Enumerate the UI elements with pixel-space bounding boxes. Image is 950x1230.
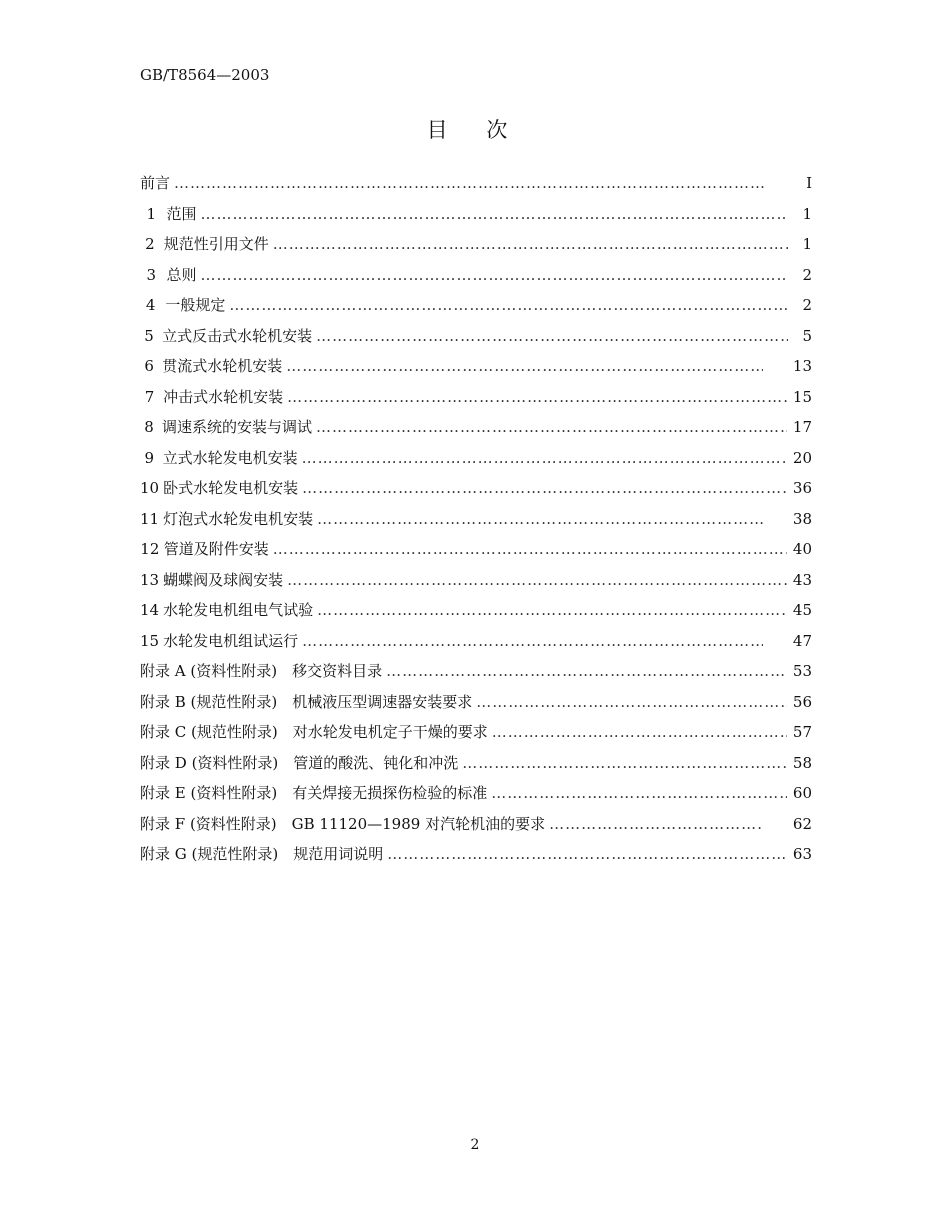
toc-entry[interactable] — [140, 508, 812, 539]
toc-entry-title: 水轮发电机组电气试验 — [163, 601, 314, 619]
toc-entry-title: 规范性引用文件 — [163, 235, 269, 253]
toc-entry-title: 前言 — [140, 174, 171, 192]
toc-entry-title: 附录 E (资料性附录) 有关焊接无损探伤检验的标准 — [140, 784, 488, 802]
toc-leader-dots — [287, 388, 787, 406]
toc-entry-page: 63 — [792, 845, 812, 863]
toc-entry[interactable] — [140, 325, 812, 356]
toc-entry[interactable] — [140, 630, 812, 661]
toc-entry-number: 9 — [144, 448, 155, 467]
toc-entry[interactable] — [140, 477, 812, 508]
toc-leader-dots — [287, 571, 787, 589]
toc-entry-title: 贯流式水轮机安装 — [162, 357, 283, 375]
toc-entry-number: 6 — [144, 357, 154, 375]
toc-entry-page: 60 — [792, 784, 812, 802]
toc-entry-number: 12 — [140, 540, 160, 558]
toc-entry-title: 总则 — [166, 265, 197, 284]
toc-entry-number: 2 — [145, 235, 155, 253]
toc-leader-dots — [492, 723, 787, 741]
toc-leader-dots — [476, 693, 787, 711]
toc-entry-number: 11 — [140, 509, 160, 528]
toc-entry-title: 水轮发电机组试运行 — [163, 631, 299, 650]
toc-entry-title: 调速系统的安装与调试 — [162, 418, 313, 436]
toc-entry-title: 卧式水轮发电机安装 — [163, 479, 299, 497]
toc-leader-dots — [229, 296, 788, 314]
toc-entry-number: 10 — [140, 479, 160, 497]
toc-leader-dots — [491, 784, 787, 802]
toc-entry-title: 范围 — [166, 204, 197, 223]
toc-entry[interactable] — [140, 691, 812, 722]
toc-entry-page: 58 — [792, 753, 812, 772]
toc-entry-page: 57 — [792, 723, 812, 741]
toc-entry-title: 蝴蝶阀及球阀安装 — [163, 570, 284, 589]
toc-entry-page: 2 — [802, 265, 812, 284]
toc-entry[interactable] — [140, 813, 812, 844]
toc-entry-page: 1 — [802, 235, 812, 253]
toc-entry-page: 13 — [792, 357, 812, 375]
toc-entry-title: 附录 A (资料性附录) 移交资料目录 — [140, 662, 383, 680]
toc-entry-number: 14 — [140, 601, 160, 619]
toc-entry-page: 5 — [802, 326, 812, 345]
toc-entry[interactable] — [140, 538, 812, 569]
toc-entry-page: 2 — [802, 296, 812, 314]
toc-entry-page: 40 — [792, 540, 812, 558]
toc-entry-page: I — [806, 174, 812, 192]
toc-entry[interactable] — [140, 264, 812, 295]
toc-entry-page: 1 — [802, 204, 812, 223]
toc-entry[interactable] — [140, 721, 812, 752]
document-code: GB/T8564—2003 — [140, 66, 270, 84]
toc-entry-number: 3 — [146, 265, 157, 284]
table-of-contents — [140, 172, 812, 874]
toc-entry[interactable] — [140, 599, 812, 630]
toc-entry-page: 38 — [792, 509, 812, 528]
toc-entry-number: 4 — [145, 296, 156, 314]
toc-entry-page: 43 — [792, 570, 812, 589]
toc-entry-number: 1 — [146, 204, 157, 223]
toc-leader-dots — [317, 510, 763, 528]
toc-entry-page: 47 — [792, 631, 812, 650]
toc-entry[interactable] — [140, 660, 812, 691]
toc-entry-number: 5 — [144, 326, 154, 345]
toc-entry-number: 13 — [140, 570, 160, 589]
toc-leader-dots — [302, 479, 787, 497]
toc-entry-title: 立式水轮发电机安装 — [162, 448, 298, 467]
toc-leader-dots — [386, 662, 787, 680]
toc-entry-title: 附录 F (资料性附录) GB 11120—1989 对汽轮机油的要求 — [140, 814, 546, 833]
toc-entry-page: 15 — [792, 387, 812, 406]
toc-leader-dots — [316, 418, 787, 436]
toc-entry-number: 7 — [144, 387, 155, 406]
toc-entry[interactable] — [140, 447, 812, 478]
toc-entry-page: 56 — [792, 692, 812, 711]
toc-leader-dots — [462, 754, 787, 772]
toc-leader-dots — [549, 815, 763, 833]
page-title: 目 次 — [426, 118, 524, 142]
toc-entry[interactable] — [140, 233, 812, 264]
toc-entry[interactable] — [140, 355, 812, 386]
toc-entry-title: 附录 D (资料性附录) 管道的酸洗、钝化和冲洗 — [140, 753, 459, 772]
toc-leader-dots — [201, 205, 788, 223]
toc-entry[interactable] — [140, 203, 812, 234]
toc-entry-title: 附录 G (规范性附录) 规范用词说明 — [140, 845, 384, 863]
toc-leader-dots — [302, 632, 763, 650]
page-number: 2 — [470, 1137, 480, 1153]
toc-entry[interactable] — [140, 172, 812, 203]
toc-entry-page: 20 — [792, 448, 812, 467]
toc-leader-dots — [302, 449, 787, 467]
toc-entry[interactable] — [140, 843, 812, 874]
toc-entry-title: 冲击式水轮机安装 — [163, 387, 284, 406]
toc-entry[interactable] — [140, 386, 812, 417]
toc-entry-page: 53 — [792, 662, 812, 680]
toc-entry-title: 管道及附件安装 — [163, 540, 269, 558]
toc-leader-dots — [317, 601, 787, 619]
toc-entry-number: 8 — [144, 418, 154, 436]
toc-entry-page: 17 — [792, 418, 812, 436]
toc-entry-page: 36 — [792, 479, 812, 497]
toc-entry-page: 45 — [792, 601, 812, 619]
toc-entry-title: 附录 B (规范性附录) 机械液压型调速器安装要求 — [140, 692, 473, 711]
toc-leader-dots — [273, 235, 788, 253]
toc-leader-dots — [387, 845, 787, 863]
toc-entry[interactable] — [140, 294, 812, 325]
toc-entry[interactable] — [140, 752, 812, 783]
toc-entry-page: 62 — [792, 814, 812, 833]
toc-leader-dots — [201, 266, 788, 284]
toc-entry-number: 15 — [140, 631, 160, 650]
toc-entry-title: 附录 C (规范性附录) 对水轮发电机定子干燥的要求 — [140, 723, 488, 741]
toc-entry-title: 立式反击式水轮机安装 — [162, 326, 313, 345]
toc-leader-dots — [174, 174, 764, 192]
toc-entry[interactable] — [140, 416, 812, 447]
toc-entry-title: 一般规定 — [165, 296, 226, 314]
toc-entry-title: 灯泡式水轮发电机安装 — [163, 509, 314, 528]
toc-entry[interactable] — [140, 782, 812, 813]
toc-leader-dots — [273, 540, 787, 558]
toc-leader-dots — [316, 327, 788, 345]
toc-leader-dots — [286, 357, 763, 375]
toc-entry[interactable] — [140, 569, 812, 600]
